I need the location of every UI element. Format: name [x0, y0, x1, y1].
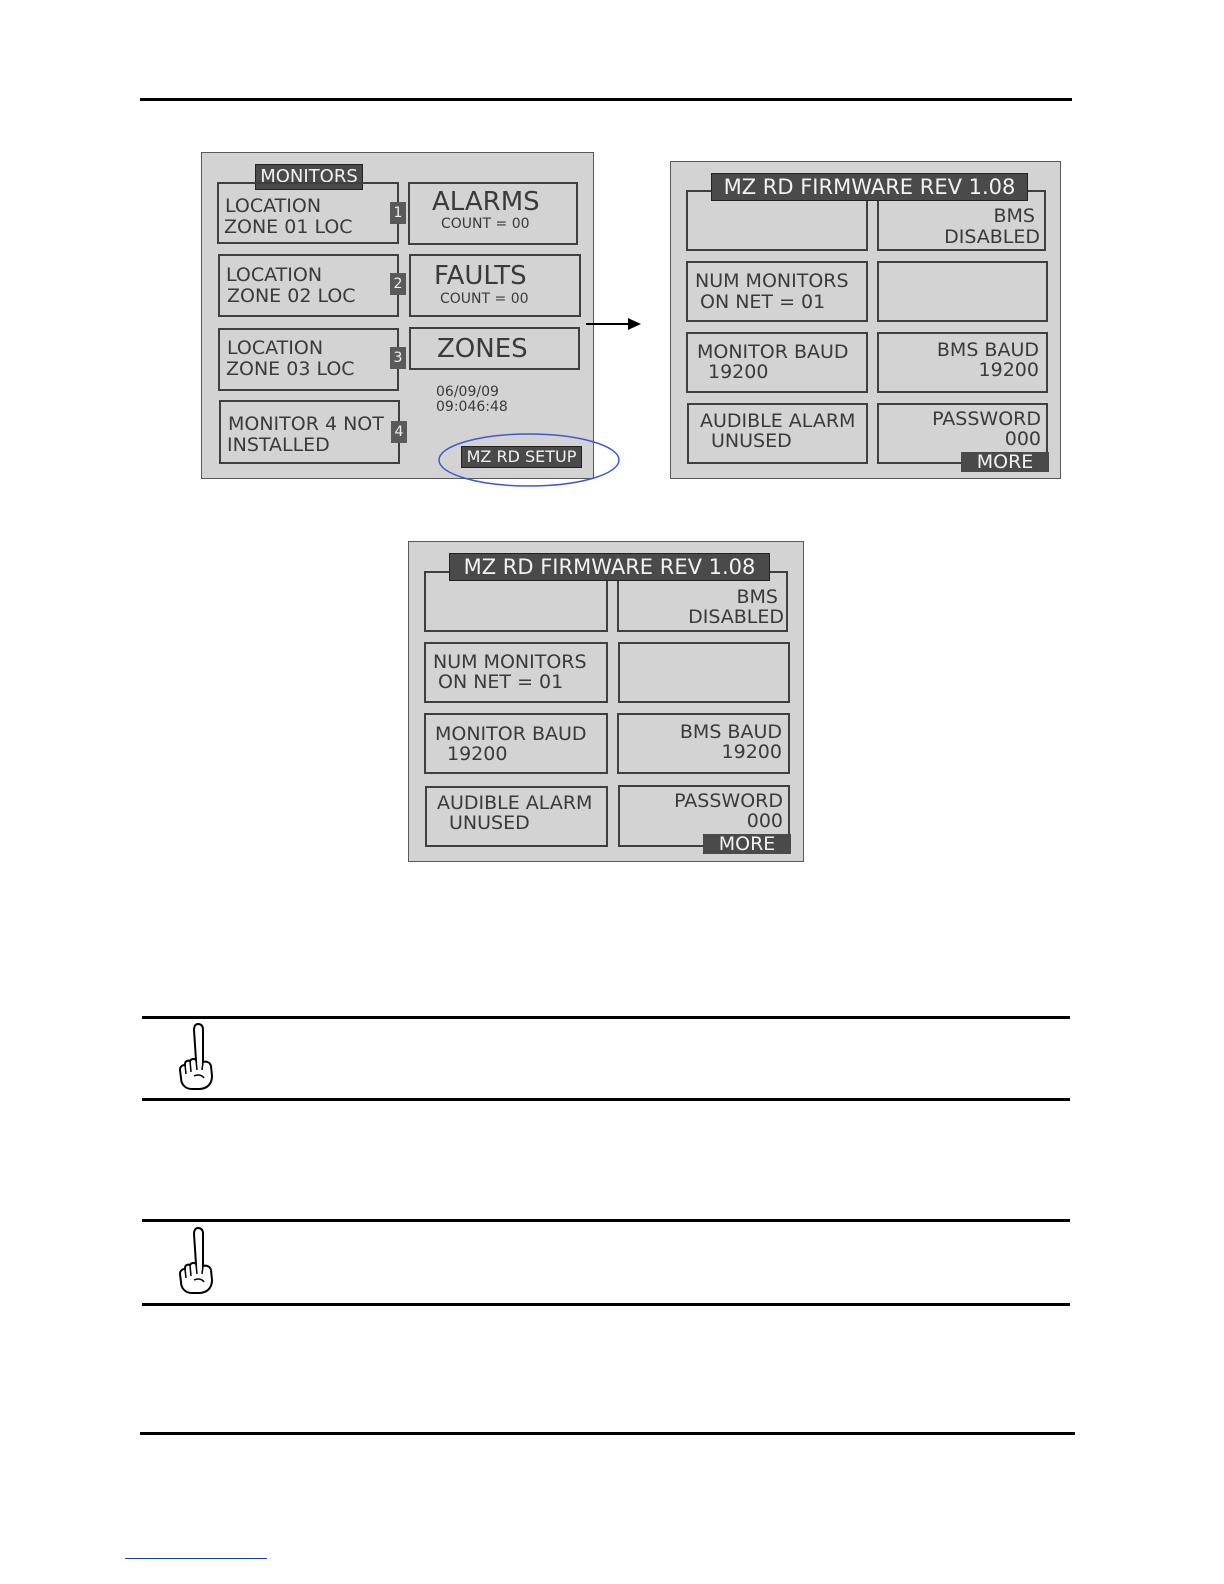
monitor-1-line2: ZONE 01 LOC: [224, 216, 353, 238]
setup-mid-bms-baud-value: 19200: [721, 741, 782, 763]
setup-mid-num-monitors-line2: ON NET = 01: [438, 671, 564, 693]
bottom-rule: [140, 1432, 1075, 1435]
monitors-screen: [201, 152, 594, 479]
setup-top-num-monitors-line2: ON NET = 01: [700, 291, 826, 313]
setup-mid-tile-4[interactable]: [618, 642, 790, 703]
setup-top-num-monitors-line1: NUM MONITORS: [695, 270, 849, 292]
monitor-1-line1: LOCATION: [225, 195, 322, 217]
setup-mid-bms-line1: BMS: [736, 586, 778, 608]
setup-mid-monitor-baud-label: MONITOR BAUD: [435, 723, 587, 745]
footer-link-underline[interactable]: [125, 1558, 267, 1559]
monitor-3-number: 3: [390, 347, 406, 369]
alarms-title: ALARMS: [432, 187, 540, 217]
setup-mid-header: MZ RD FIRMWARE REV 1.08: [449, 553, 770, 581]
setup-mid-num-monitors-line1: NUM MONITORS: [433, 651, 587, 673]
setup-top-audible-alarm-label: AUDIBLE ALARM: [700, 410, 856, 432]
faults-title: FAULTS: [434, 261, 527, 291]
setup-mid-bms-line2: DISABLED: [688, 606, 784, 628]
monitor-2-line1: LOCATION: [226, 264, 323, 286]
monitor-3-line2: ZONE 03 LOC: [226, 358, 355, 380]
setup-top-bms-line2: DISABLED: [944, 226, 1040, 248]
pointing-hand-icon: [176, 1224, 216, 1296]
setup-top-header: MZ RD FIRMWARE REV 1.08: [711, 173, 1028, 201]
setup-mid-password-label: PASSWORD: [674, 790, 783, 812]
time-display: 09:046:48: [436, 399, 508, 415]
setup-screen-top: [670, 161, 1061, 479]
monitor-4-number: 4: [391, 421, 407, 443]
setup-mid-monitor-baud-value: 19200: [447, 743, 508, 765]
setup-top-audible-alarm-value: UNUSED: [711, 430, 792, 452]
alarms-count: COUNT = 00: [441, 216, 530, 232]
setup-mid-password-value: 000: [746, 810, 783, 832]
note-1-top-rule: [142, 1016, 1070, 1019]
arrow-right-icon: [586, 316, 644, 334]
setup-mid-bms-baud-label: BMS BAUD: [679, 721, 782, 743]
setup-top-tile-4[interactable]: [877, 261, 1048, 322]
note-1-bottom-rule: [142, 1098, 1070, 1101]
setup-mid-audible-alarm-value: UNUSED: [449, 812, 530, 834]
monitor-1-number: 1: [390, 202, 406, 224]
setup-mid-more-button[interactable]: MORE: [703, 834, 791, 854]
monitor-3-line1: LOCATION: [227, 337, 324, 359]
note-2-top-rule: [142, 1219, 1070, 1222]
monitor-4-line1: MONITOR 4 NOT: [228, 413, 384, 435]
monitor-2-line2: ZONE 02 LOC: [227, 285, 356, 307]
faults-count: COUNT = 00: [440, 291, 529, 307]
setup-top-bms-baud-value: 19200: [978, 359, 1039, 381]
setup-top-bms-line1: BMS: [993, 205, 1035, 227]
monitor-2-number: 2: [390, 273, 406, 295]
zones-title: ZONES: [437, 334, 528, 364]
setup-top-bms-baud-label: BMS BAUD: [936, 339, 1039, 361]
top-rule: [140, 98, 1072, 101]
mz-rd-setup-button[interactable]: MZ RD SETUP: [461, 446, 582, 468]
monitor-4-line2: INSTALLED: [227, 434, 330, 456]
monitors-header: MONITORS: [255, 164, 363, 190]
note-2-bottom-rule: [142, 1303, 1070, 1306]
setup-top-password-value: 000: [1004, 428, 1041, 450]
date-display: 06/09/09: [436, 384, 499, 400]
setup-screen-middle: [408, 541, 804, 862]
highlight-ellipse: [436, 431, 622, 489]
setup-top-password-label: PASSWORD: [932, 408, 1041, 430]
pointing-hand-icon: [176, 1020, 216, 1092]
setup-mid-audible-alarm-label: AUDIBLE ALARM: [437, 792, 593, 814]
setup-top-monitor-baud-value: 19200: [708, 361, 769, 383]
setup-top-more-button[interactable]: MORE: [961, 452, 1049, 472]
setup-top-monitor-baud-label: MONITOR BAUD: [697, 341, 849, 363]
